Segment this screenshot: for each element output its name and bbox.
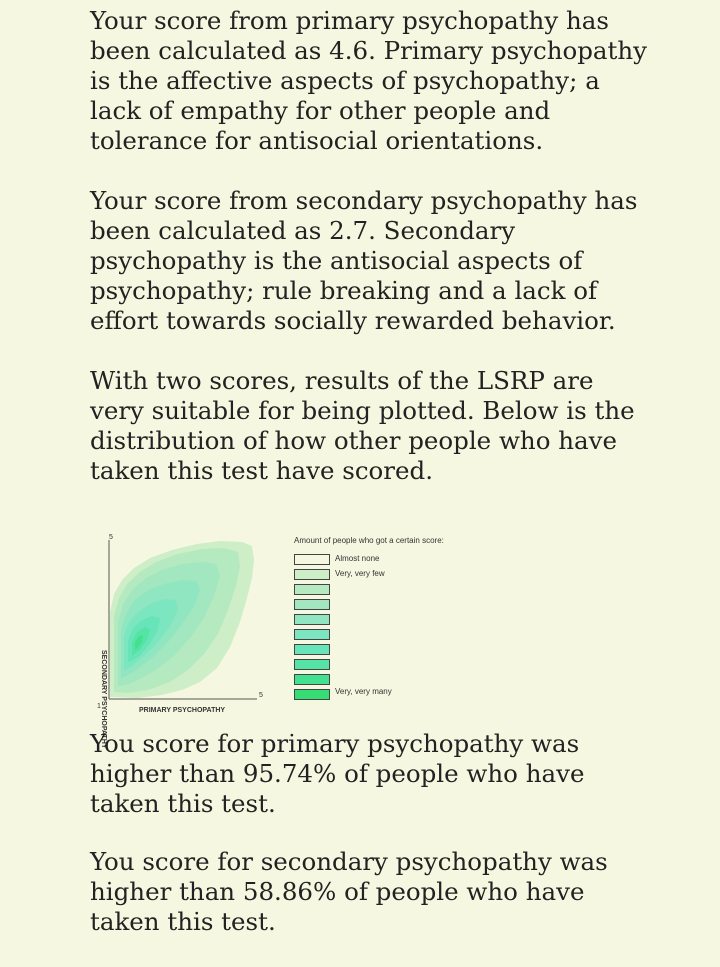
y-max-tick: 5 (109, 534, 113, 541)
distribution-heatmap (92, 532, 272, 749)
density-legend (292, 536, 532, 706)
x-max-tick: 5 (259, 692, 263, 699)
legend-swatch-6 (294, 629, 330, 640)
legend-label-high: Very, very many (335, 687, 392, 696)
legend-swatch-7 (294, 644, 330, 655)
y-axis-label: SECONDARY PSYCHOPATHY (100, 650, 107, 749)
primary-score-paragraph: Your score from primary psychopathy has been calculated as 4.6. Primary psychopathy is the affective aspects of psychopathy; a lack of empathy for other people and tolerance for antisocial orientations. (90, 6, 647, 155)
legend-label-next: Very, very few (335, 569, 385, 578)
secondary-score-paragraph: Your score from secondary psychopathy has been calculated as 2.7. Secondary psychopathy is the antisocial aspects of psychopathy; rule breaking and a lack of effort towards socially rewarded behavior. (90, 186, 638, 335)
secondary-percentile-paragraph: You score for secondary psychopathy was higher than 58.86% of people who have taken this test. (90, 847, 608, 936)
x-axis-label: PRIMARY PSYCHOPATHY (139, 707, 226, 714)
primary-percentile-paragraph: You score for primary psychopathy was higher than 95.74% of people who have taken this test. (90, 729, 585, 818)
legend-swatch-4 (294, 599, 330, 610)
heatmap-svg (92, 532, 272, 749)
legend-swatch-10 (294, 689, 330, 700)
origin-tick: 1 (97, 703, 101, 710)
heatmap-cells (110, 541, 254, 698)
plot-intro-paragraph: With two scores, results of the LSRP are very suitable for being plotted. Below is the distribution of how other people who have taken this test have scored. (90, 366, 635, 485)
legend-swatch-8 (294, 659, 330, 670)
legend-title: Amount of people who got a certain score: (294, 536, 444, 545)
legend-label-low: Almost none (335, 554, 380, 563)
legend-swatch-5 (294, 614, 330, 625)
legend-swatch-9 (294, 674, 330, 685)
legend-swatch-2 (294, 569, 330, 580)
legend-swatch-1 (294, 554, 330, 565)
legend-swatch-3 (294, 584, 330, 595)
